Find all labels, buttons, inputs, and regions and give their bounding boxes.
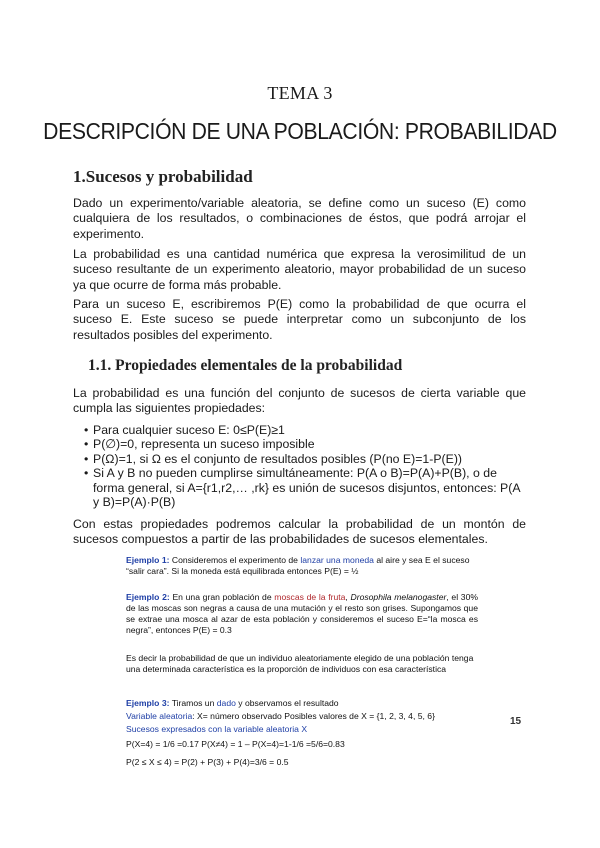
tema-label: TEMA 3	[267, 83, 333, 103]
property-text: Si A y B no pueden cumplirse simultáneamente: P(A o B)=P(A)+P(B), o de forma general, si A={r1,r2,… ,rk} es unión de sucesos disjuntos, entonces: P(A y B)=P(A)·P(B)	[93, 466, 520, 510]
example-1	[126, 555, 478, 577]
list-item	[84, 437, 529, 451]
example-1-text: Consideremos el experimento de	[169, 555, 301, 565]
example-3-highlight: dado	[216, 698, 236, 708]
properties-list	[84, 423, 529, 509]
formula-line-1: P(X=4) = 1/6 =0.17 P(X≠4) = 1 – P(X=4)=1-1/6 =5/6=0.83	[126, 739, 345, 749]
sucesos-label: Sucesos expresados con la variable aleatoria X	[126, 724, 308, 734]
example-2-label: Ejemplo 2:	[126, 592, 170, 602]
page-title: DESCRIPCIÓN DE UNA POBLACIÓN: PROBABILIDAD	[43, 118, 557, 144]
section-heading-1: 1.Sucesos y probabilidad	[73, 167, 253, 186]
example-2-highlight: moscas de la fruta	[274, 592, 346, 602]
page-number: 15	[510, 716, 522, 727]
formula-line-2: P(2 ≤ X ≤ 4) = P(2) + P(3) + P(4)=3/6 = 0.5	[126, 757, 289, 767]
example-3-text: Tiramos un	[169, 698, 217, 708]
example-2-species: Drosophila melanogaster	[350, 592, 447, 602]
property-text: Para cualquier suceso E: 0≤P(E)≥1	[93, 423, 285, 437]
variable-aleatoria-label: Variable aleatoria	[126, 711, 193, 721]
paragraph-probabilidad-definition: La probabilidad es una cantidad numérica que expresa la verosimilitud de un suceso resultante de un experimento aleatorio, mayor probabilidad de un suceso ya que ocurre de forma más probable.	[73, 247, 526, 292]
example-3-text-end: y observamos el resultado	[235, 698, 339, 708]
bullet-marker: •	[84, 466, 89, 481]
bullet-marker: •	[84, 451, 89, 466]
bullet-marker: •	[84, 437, 89, 452]
list-item	[84, 452, 529, 466]
example-2-text-end: , el 30% de las moscas son negras a causa de una mutación y el resto son grises. Supongamos que se extrae una mosca al azar de esta población y consideremos el suceso E=“la mosca es negra”, entonces P(E) = 0.3	[126, 592, 478, 635]
example-3-variable	[126, 711, 435, 722]
paragraph-suceso-definition: Dado un experimento/variable aleatoria, se define como un suceso (E) como cualquiera de los resultados, o combinaciones de éstos, que podrá arrojar el experimento.	[73, 196, 526, 241]
property-text: P(Ω)=1, si Ω es el conjunto de resultados posibles (P(no E)=1-P(E))	[93, 451, 463, 466]
variable-aleatoria-text: : X= número observado Posibles valores de X = {1, 2, 3, 4, 5, 6}	[192, 711, 435, 721]
section-heading-1-1: 1.1. Propiedades elementales de la probabilidad	[88, 357, 403, 374]
list-item	[84, 466, 529, 509]
paragraph-propiedades-intro: La probabilidad es una función del conjunto de sucesos de cierta variable que cumpla las siguientes propiedades:	[73, 386, 526, 416]
example-1-highlight: lanzar una moneda	[300, 555, 374, 565]
example-3-label: Ejemplo 3:	[126, 698, 170, 708]
example-1-label: Ejemplo 1:	[126, 555, 170, 565]
paragraph-notacion: Para un suceso E, escribiremos P(E) como la probabilidad de que ocurra el suceso E. Este suceso se puede interpretar como un subconjunto de los resultados posibles del experimento.	[73, 297, 526, 342]
example-2-text: En una gran población de	[169, 592, 275, 602]
example-2-sep: ,	[345, 592, 351, 602]
example-2	[126, 592, 478, 636]
bullet-marker: •	[84, 423, 89, 437]
list-item	[84, 423, 529, 437]
example-3-header	[126, 698, 339, 709]
paragraph-propiedades-closing: Con estas propiedades podremos calcular la probabilidad de un montón de sucesos compuestos a partir de las probabilidades de sucesos elementales.	[73, 517, 526, 547]
example-1-text-end: al aire y sea E el suceso “salir cara”. Si la moneda está equilibrada entonces P(E) = ½	[126, 555, 470, 576]
example-2-note: Es decir la probabilidad de que un individuo aleatoriamente elegido de una población tenga una determinada característica es la proporción de individuos con esa característica	[126, 653, 474, 674]
property-text: P(∅)=0, representa un suceso imposible	[93, 437, 315, 452]
